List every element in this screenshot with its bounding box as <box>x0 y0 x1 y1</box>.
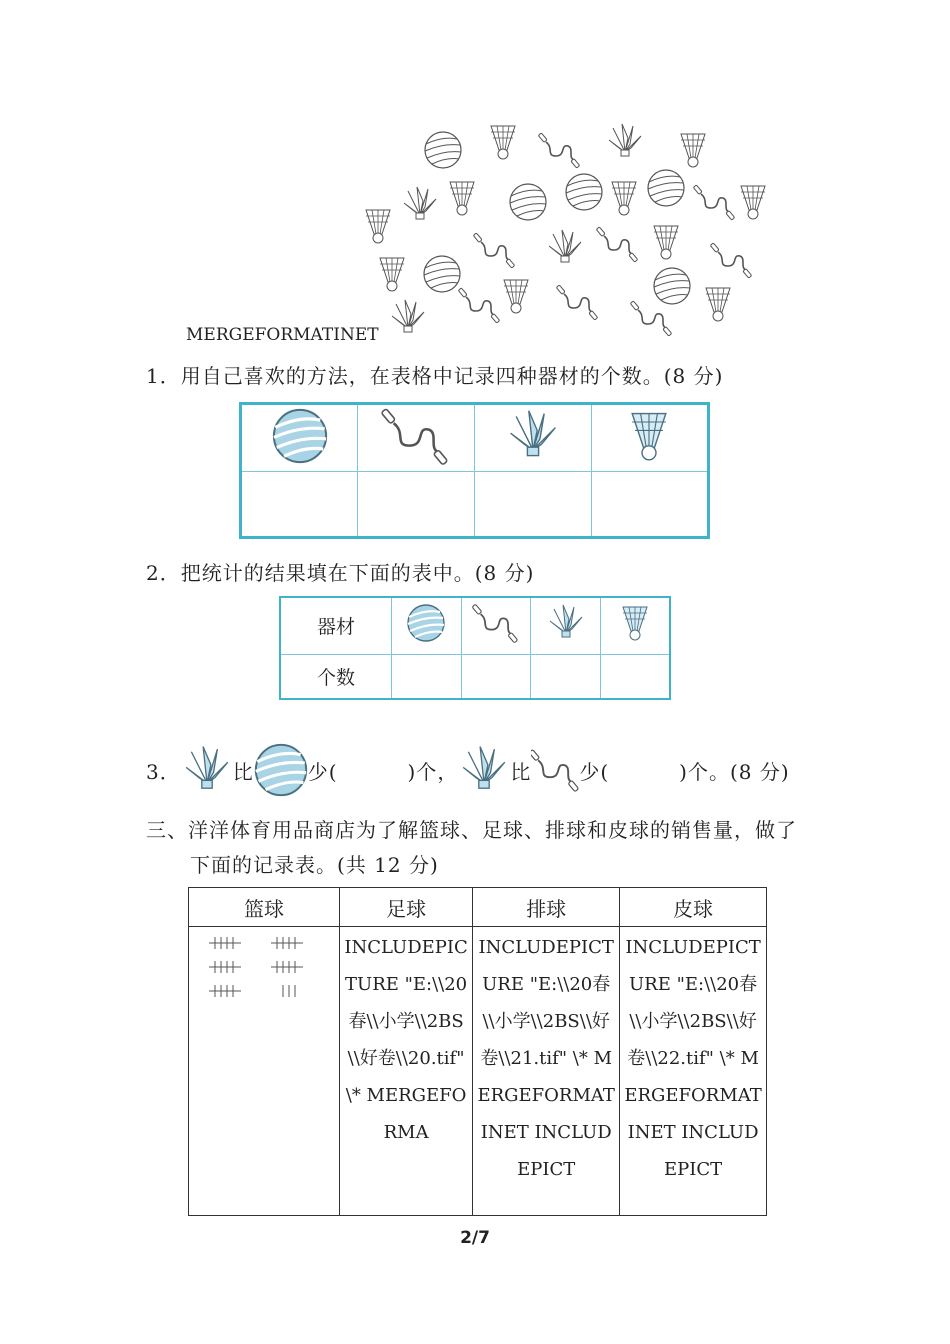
merge-field-fragment: MERGEFORMATINET <box>186 325 379 345</box>
jump-rope-icon <box>458 288 499 323</box>
count-table <box>279 596 671 700</box>
shuttlecock-icon <box>612 182 636 215</box>
volleyball-record: INCLUDEPICTURE "E:\\20春\\小学\\2BS\\好卷\\21.tif" \* MERGEFORMATINET INCLUDEPICT <box>473 927 620 1216</box>
header-basketball: 篮球 <box>189 888 340 927</box>
ball-icon <box>254 743 308 797</box>
shuttlecock-icon <box>615 601 655 645</box>
jump-rope-icon <box>473 233 514 268</box>
question-1: 1．用自己喜欢的方法，在表格中记录四种器材的个数。(8 分) <box>146 364 724 388</box>
question-3: 3． 比 少( )个， 比 少( )个。(8 分) <box>146 740 790 800</box>
jump-rope-icon <box>630 301 671 336</box>
ball-icon <box>510 184 546 220</box>
football-record: INCLUDEPICTURE "E:\\20春\\小学\\2BS\\好卷\\20.tif" \* MERGEFORMA <box>339 927 472 1216</box>
shuttlecock-icon <box>654 226 678 259</box>
count-answer-cell[interactable] <box>600 654 670 699</box>
jump-rope-icon <box>381 406 451 466</box>
ball-icon <box>654 268 690 304</box>
row-label-equipment: 器材 <box>280 597 392 654</box>
shuttlecock-icon <box>681 134 705 167</box>
ball-cell <box>241 404 358 472</box>
tally-answer-cell[interactable] <box>591 472 708 538</box>
page-number: 2/7 <box>460 1228 490 1248</box>
ball-icon <box>270 406 330 466</box>
jump-rope-icon <box>710 243 751 278</box>
sales-record-table <box>188 887 767 1216</box>
rubber-ball-record: INCLUDEPICTURE "E:\\20春\\小学\\2BS\\好卷\\22.tif" \* MERGEFORMATINET INCLUDEPICT <box>620 927 767 1216</box>
count-answer-cell[interactable] <box>392 654 462 699</box>
tally-table <box>239 402 710 539</box>
jump-rope-icon <box>596 227 637 262</box>
ball-icon <box>566 174 602 210</box>
header-volleyball: 排球 <box>473 888 620 927</box>
count-answer-cell[interactable] <box>531 654 600 699</box>
plant-icon <box>546 603 586 643</box>
shuttlecock-icon <box>504 280 528 313</box>
rope-cell <box>358 404 475 472</box>
shuttlecock-icon <box>366 210 390 243</box>
row-label-count: 个数 <box>280 654 392 699</box>
plant-icon <box>609 124 641 156</box>
jump-rope-icon <box>538 133 579 168</box>
plant-icon <box>392 300 424 332</box>
tally-answer-cell[interactable] <box>475 472 591 538</box>
shuttlecock-icon <box>741 186 765 219</box>
jump-rope-icon <box>693 185 734 220</box>
shuttlecock-icon <box>706 288 730 321</box>
shuttlecock-icon <box>491 126 515 159</box>
tally-marks-image <box>189 927 337 1211</box>
jump-rope-icon <box>531 748 579 792</box>
plant-cell <box>475 404 591 472</box>
plant-icon <box>549 230 581 262</box>
plant-icon <box>458 744 510 796</box>
section-3-title: 三、洋洋体育用品商店为了解篮球、足球、排球和皮球的销售量，做了 <box>146 818 797 842</box>
jump-rope-icon <box>556 285 597 320</box>
plant-icon <box>404 187 436 219</box>
plant-icon <box>181 744 233 796</box>
jump-rope-icon <box>471 603 521 643</box>
section-3-subtitle: 下面的记录表。(共 12 分) <box>190 853 439 877</box>
shuttlecock-icon <box>619 406 679 466</box>
header-football: 足球 <box>339 888 472 927</box>
shuttlecock-icon <box>450 182 474 215</box>
ball-icon <box>404 601 448 645</box>
tally-answer-cell[interactable] <box>241 472 358 538</box>
ball-icon <box>648 170 684 206</box>
shuttlecock-cell <box>591 404 708 472</box>
count-answer-cell[interactable] <box>461 654 531 699</box>
plant-icon <box>503 406 563 466</box>
ball-icon <box>425 132 461 168</box>
shuttlecock-icon <box>380 258 404 291</box>
tally-answer-cell[interactable] <box>358 472 475 538</box>
equipment-scatter-image <box>360 120 780 340</box>
header-rubber-ball: 皮球 <box>620 888 767 927</box>
question-2: 2．把统计的结果填在下面的表中。(8 分) <box>146 561 535 585</box>
ball-icon <box>424 256 460 292</box>
